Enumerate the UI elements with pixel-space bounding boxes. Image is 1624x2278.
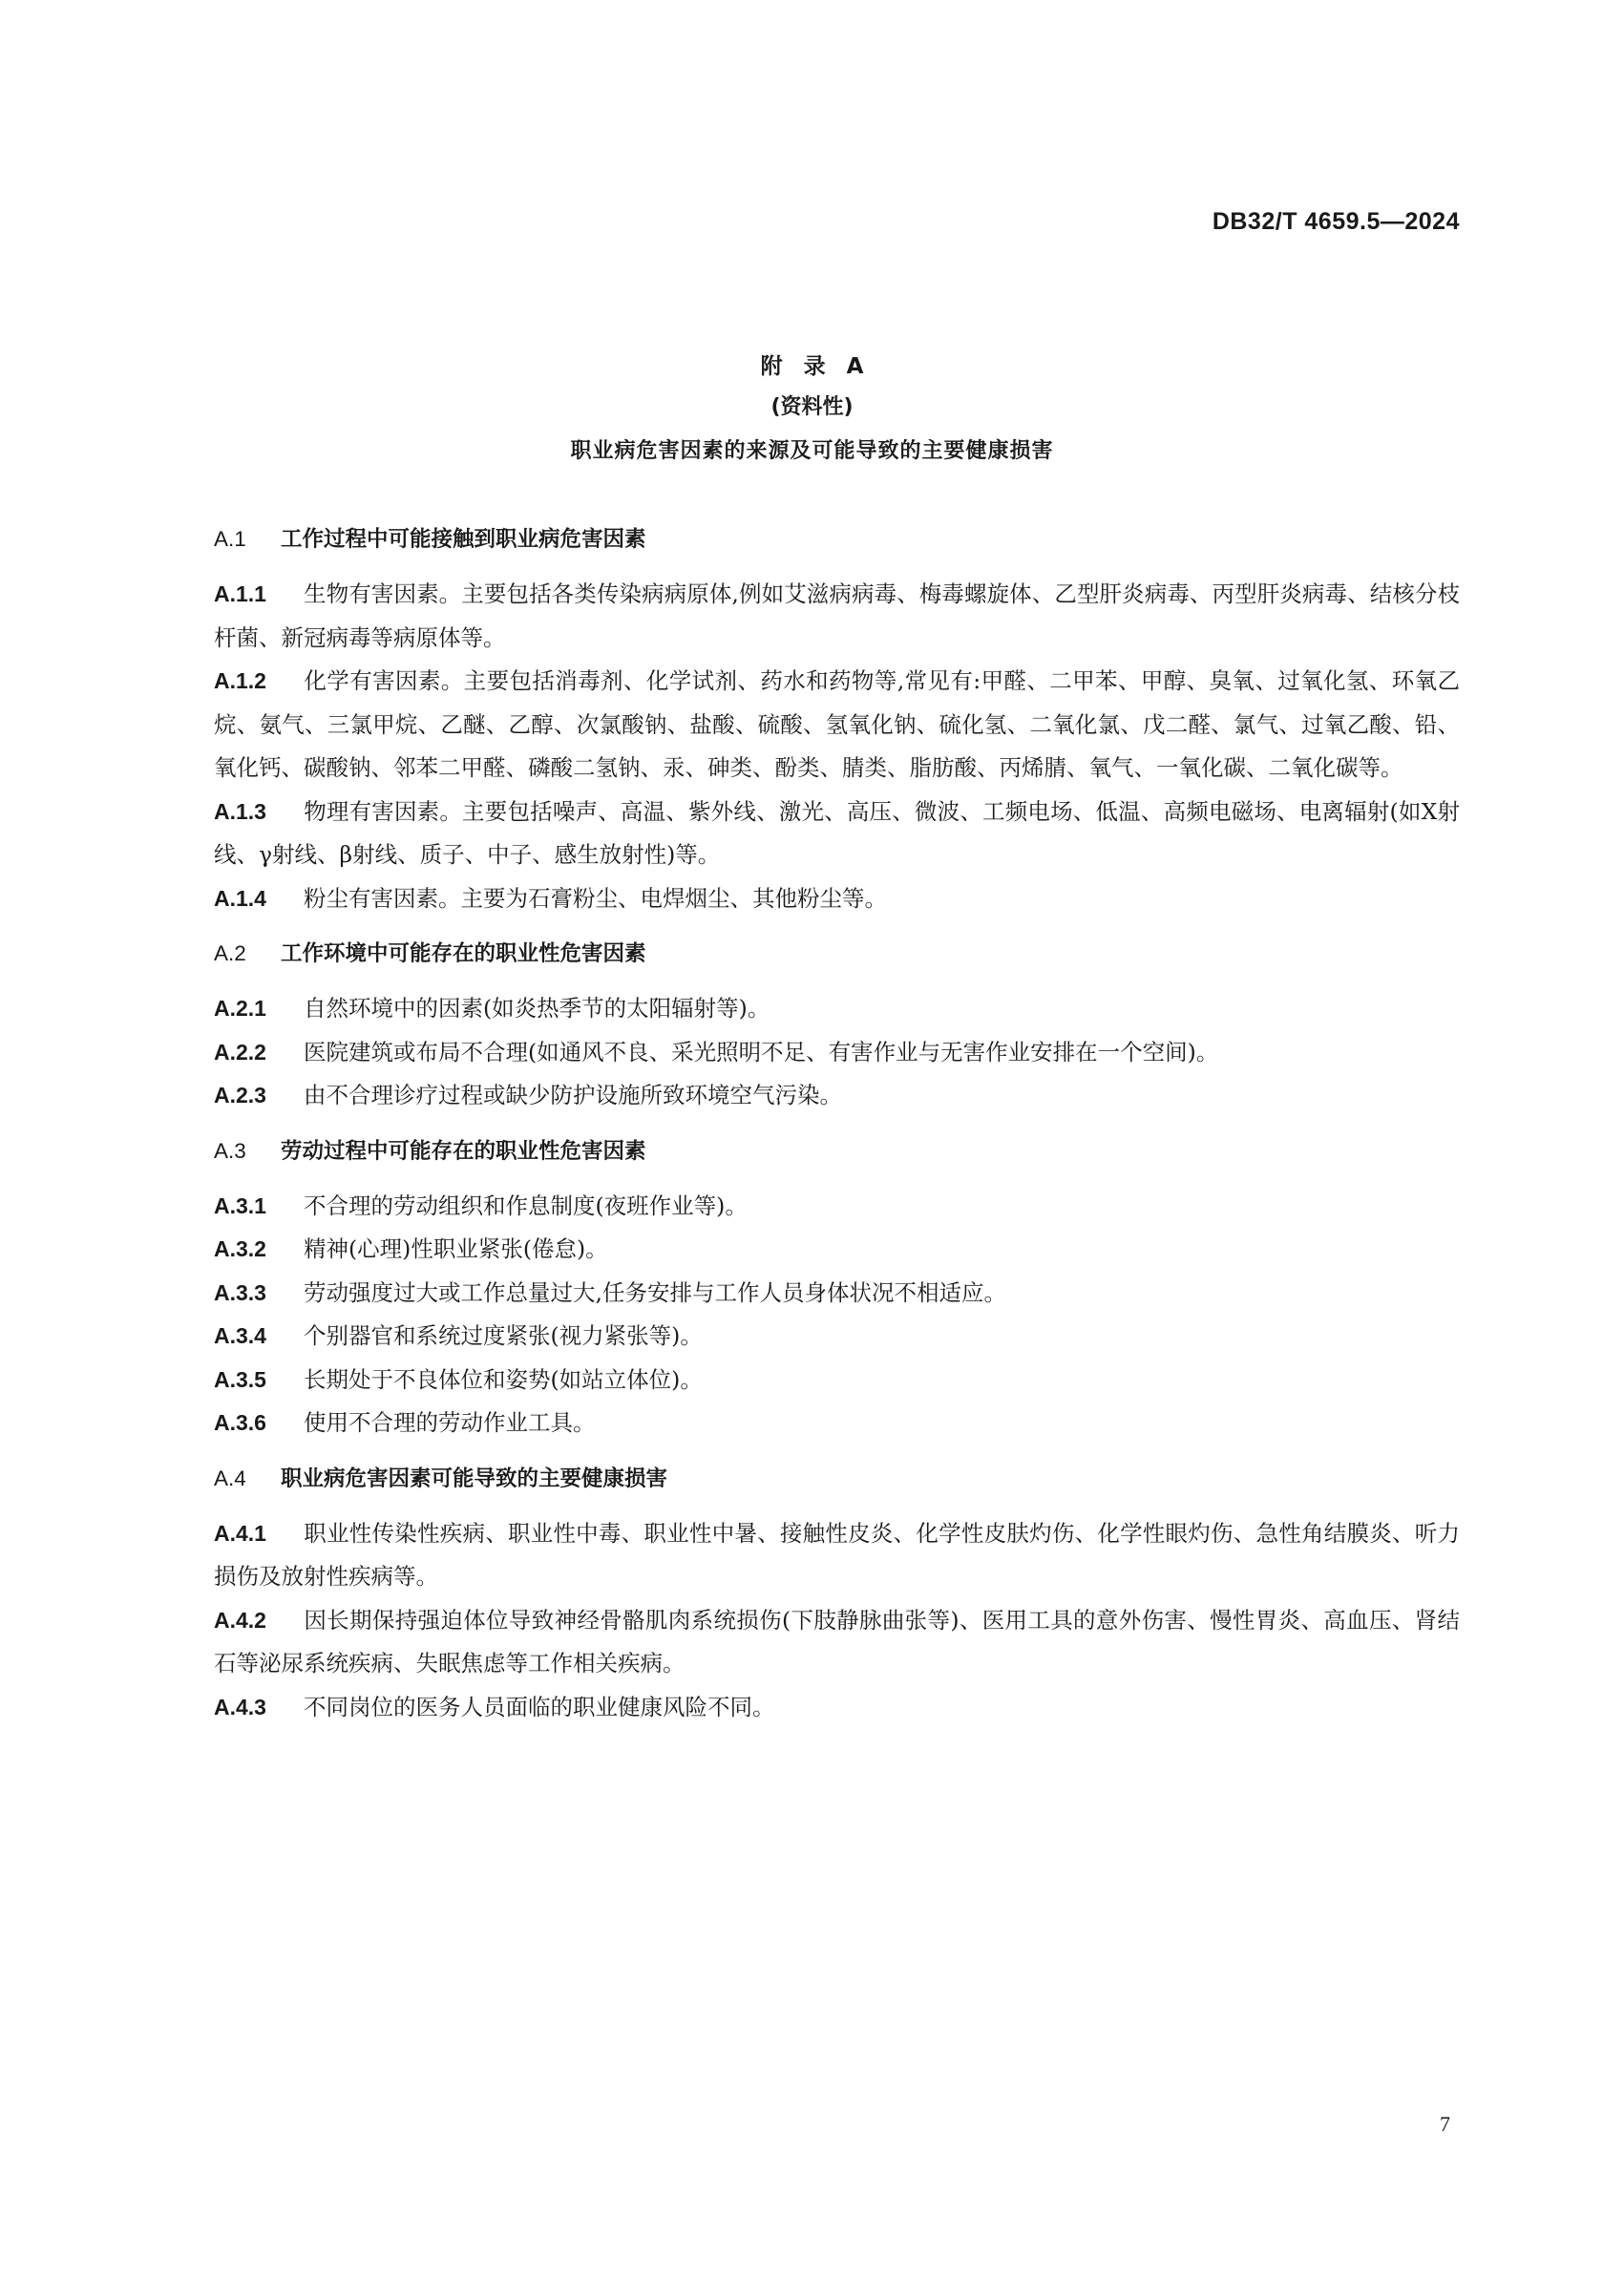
appendix-label: 附录A	[760, 354, 885, 379]
clause-number: A.3.4	[214, 1323, 266, 1348]
clause-number: A.1.4	[214, 885, 266, 911]
clause-text: 物理有害因素。主要包括噪声、高温、紫外线、激光、高压、微波、工频电场、低温、高频电磁场、电离辐射(如X射线、γ射线、β射线、质子、中子、感生放射性)等。	[214, 797, 1460, 868]
section-title: 工作环境中可能存在的职业性危害因素	[281, 941, 646, 966]
clause	[214, 1686, 1460, 1730]
clause-text: 职业性传染性疾病、职业性中毒、职业性中暑、接触性皮炎、化学性皮肤灼伤、化学性眼灼伤、急性角结膜炎、听力损伤及放射性疾病等。	[214, 1519, 1460, 1590]
appendix-content	[214, 518, 1460, 1741]
clause-text: 化学有害因素。主要包括消毒剂、化学试剂、药水和药物等,常见有:甲醛、二甲苯、甲醇、臭氧、过氧化氢、环氧乙烷、氨气、三氯甲烷、乙醚、乙醇、次氯酸钠、盐酸、硫酸、氢氧化钠、硫化氢、二氧化氯、戊二醛、氯气、过氧乙酸、铅、氧化钙、碳酸钠、邻苯二甲醛、磷酸二氢钠、汞、砷类、酚类、腈类、脂肪酸、丙烯腈、氧气、一氧化碳、二氧化碳等。	[214, 667, 1460, 781]
clause-number: A.3.5	[214, 1366, 266, 1392]
section-number: A.1	[214, 527, 246, 551]
section-title: 工作过程中可能接触到职业病危害因素	[281, 527, 646, 552]
appendix-header	[0, 348, 1624, 474]
clause-text: 劳动强度过大或工作总量过大,任务安排与工作人员身体状况不相适应。	[304, 1278, 1006, 1306]
clause-text: 长期处于不良体位和姿势(如站立体位)。	[304, 1365, 703, 1393]
clause-text: 由不合理诊疗过程或缺少防护设施所致环境空气污染。	[304, 1082, 842, 1108]
clause	[214, 1185, 1460, 1229]
section-heading	[214, 1458, 1460, 1500]
section-a3	[214, 1130, 1460, 1445]
clause	[214, 1315, 1460, 1359]
clause-number: A.2.3	[214, 1083, 266, 1107]
clause	[214, 877, 1460, 921]
section-a2	[214, 933, 1460, 1118]
clause-text: 不同岗位的医务人员面临的职业健康风险不同。	[304, 1693, 775, 1720]
section-number: A.4	[214, 1466, 246, 1490]
clause-text: 因长期保持强迫体位导致神经骨骼肌肉系统损伤(下肢静脉曲张等)、医用工具的意外伤害、慢性胃炎、高血压、肾结石等泌尿系统疾病、失眠焦虑等工作相关疾病。	[214, 1606, 1460, 1677]
section-number: A.3	[214, 1138, 246, 1163]
clause	[214, 573, 1460, 660]
clause-number: A.1.3	[214, 798, 266, 824]
clause	[214, 1402, 1460, 1445]
section-heading	[214, 933, 1460, 975]
clause-text: 自然环境中的因素(如炎热季节的太阳辐射等)。	[304, 995, 770, 1022]
document-code: DB32/T 4659.5—2024	[1212, 208, 1460, 235]
section-heading	[214, 1130, 1460, 1172]
appendix-title: 职业病危害因素的来源及可能导致的主要健康损害	[570, 439, 1054, 463]
clause	[214, 1031, 1460, 1075]
clause-text: 个别器官和系统过度紧张(视力紧张等)。	[304, 1322, 703, 1349]
clause	[214, 1074, 1460, 1118]
clause-number: A.2.1	[214, 996, 266, 1021]
clause-text: 使用不合理的劳动作业工具。	[304, 1409, 596, 1436]
clause-text: 精神(心理)性职业紧张(倦怠)。	[304, 1235, 608, 1262]
page-number: 7	[1440, 2112, 1450, 2136]
clause-number: A.3.3	[214, 1279, 266, 1305]
section-number: A.2	[214, 941, 246, 965]
clause-text: 粉尘有害因素。主要为石膏粉尘、电焊烟尘、其他粉尘等。	[304, 884, 887, 912]
clause	[214, 987, 1460, 1031]
clause	[214, 1272, 1460, 1316]
clause-text: 医院建筑或布局不合理(如通风不良、采光照明不足、有害作业与无害作业安排在一个空间)。	[304, 1038, 1219, 1065]
section-heading	[214, 518, 1460, 560]
clause	[214, 791, 1460, 877]
clause-number: A.3.2	[214, 1236, 266, 1261]
clause	[214, 1599, 1460, 1686]
clause-number: A.3.1	[214, 1192, 266, 1218]
clause-number: A.4.2	[214, 1607, 266, 1633]
clause-number: A.4.3	[214, 1694, 266, 1719]
clause-number: A.1.1	[214, 581, 266, 606]
section-a1	[214, 518, 1460, 920]
clause	[214, 1359, 1460, 1403]
clause	[214, 1228, 1460, 1272]
clause	[214, 660, 1460, 791]
section-title: 职业病危害因素可能导致的主要健康损害	[281, 1466, 668, 1491]
clause-number: A.4.1	[214, 1520, 266, 1546]
clause-text: 不合理的劳动组织和作息制度(夜班作业等)。	[304, 1192, 748, 1219]
clause	[214, 1512, 1460, 1599]
section-title: 劳动过程中可能存在的职业性危害因素	[281, 1138, 646, 1164]
clause-number: A.3.6	[214, 1410, 266, 1435]
appendix-nature: (资料性)	[770, 395, 854, 419]
clause-number: A.2.2	[214, 1039, 266, 1065]
clause-text: 生物有害因素。主要包括各类传染病病原体,例如艾滋病病毒、梅毒螺旋体、乙型肝炎病毒、丙型肝炎病毒、结核分枝杆菌、新冠病毒等病原体等。	[214, 580, 1460, 651]
clause-number: A.1.2	[214, 668, 266, 693]
section-a4	[214, 1458, 1460, 1730]
